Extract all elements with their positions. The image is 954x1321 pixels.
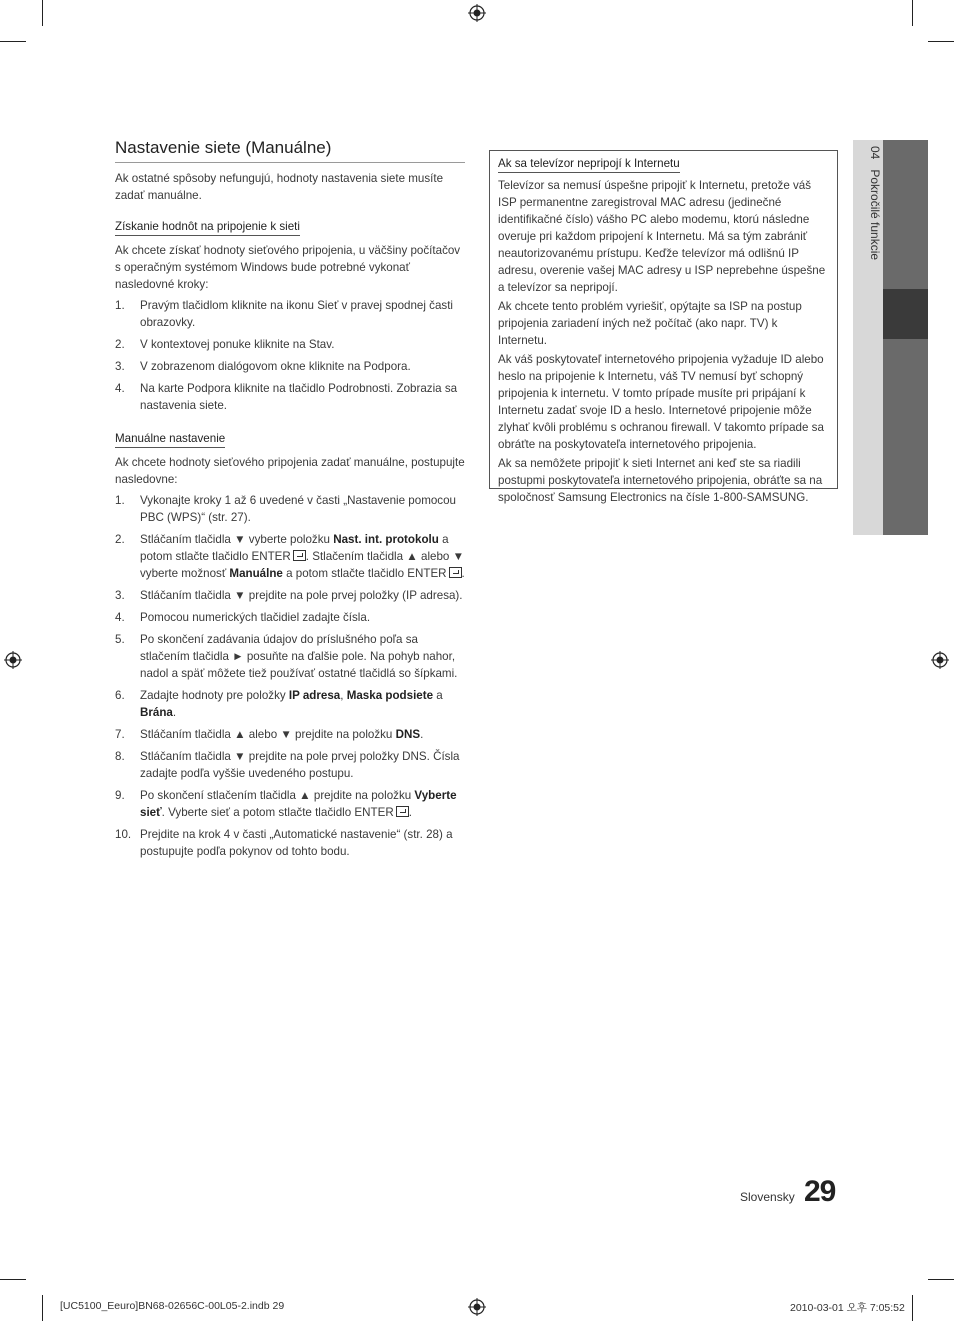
step-number: 6. (115, 689, 125, 702)
step-text: . (172, 706, 177, 719)
registration-mark-icon (468, 1298, 486, 1316)
menu-item-name: Vyberte sieť (140, 789, 457, 819)
list-item (115, 748, 465, 782)
enter-key-icon (449, 567, 462, 578)
crop-mark (928, 41, 954, 42)
registration-mark-icon (468, 4, 486, 22)
menu-item-name: IP adresa (288, 689, 341, 702)
step-text: V zobrazenom dialógovom okne kliknite na Podpora. (140, 360, 411, 373)
note-paragraph: Ak váš poskytovateľ internetového pripojenia vyžaduje ID alebo heslo na pripojenie k Internetu, váš TV nemusí byť schopný pripojenia k internetu. V tomto prípade musíte pri pripájaní k Internetu zadať svoje ID a heslo. Internetové pripojenie môže zlyhať kvôli problému s ochranou firewall. V takomto prípade sa obráťte na poskytovateľa internetového pripojenia. (498, 353, 824, 451)
step-text: Prejdite na krok 4 v časti „Automatické nastavenie“ (str. 28) a postupujte podľa pokynov od tohto bodu. (140, 828, 453, 858)
list-item (115, 358, 465, 375)
step-number: 4. (115, 611, 125, 624)
enter-key-icon (293, 550, 306, 561)
step-text: , (340, 689, 347, 702)
step-text: Po skončení zadávania údajov do príslušného poľa sa stlačením tlačidla ► posuňte na ďalšie pole. Na pohyb nahor, nadol a späť môžete tiež používať ostatné tlačidlá so šípkami. (140, 633, 458, 680)
step-number: 1. (115, 494, 125, 507)
step-text: Na karte Podpora kliknite na tlačidlo Podrobnosti. Zobrazia sa nastavenia siete. (140, 382, 458, 412)
step-text: a (433, 689, 443, 702)
step-text: V kontextovej ponuke kliknite na Stav. (140, 338, 335, 351)
list-item (115, 531, 465, 582)
note-box (489, 150, 838, 504)
step-text: a potom stlačte tlačidlo (282, 567, 408, 580)
list-item (115, 826, 465, 860)
enter-key-label: ENTER (407, 567, 447, 580)
intro-text: Ak ostatné spôsoby nefungujú, hodnoty nastavenia siete musíte zadať manuálne. (115, 172, 444, 202)
crop-mark (912, 0, 913, 26)
obtain-steps (115, 297, 465, 414)
obtain-text: Ak chcete získať hodnoty sieťového pripojenia, u väčšiny počítačov s operačným systémom Windows bude potrebné vykonať nasledovné kroky: (115, 244, 461, 291)
step-text: . (408, 806, 412, 819)
chapter-tab-label (868, 146, 882, 270)
step-text: Stláčaním tlačidla ▼ vyberte položku (140, 533, 334, 546)
step-text: . Vyberte sieť a potom stlačte tlačidlo (161, 806, 355, 819)
step-number: 7. (115, 728, 125, 741)
step-text: Zadajte hodnoty pre položky (140, 689, 289, 702)
enter-key-label: ENTER (251, 550, 291, 563)
print-slug-date: 2010-03-01 오후 7:05:52 (790, 1302, 905, 1314)
step-text: Pravým tlačidlom kliknite na ikonu Sieť v pravej spodnej časti obrazovky. (140, 299, 454, 329)
list-item (115, 336, 465, 353)
list-item (115, 380, 465, 414)
list-item (115, 631, 465, 682)
manual-heading: Manuálne nastavenie (115, 431, 225, 448)
step-number: 3. (115, 589, 125, 602)
note-paragraph: Televízor sa nemusí úspešne pripojiť k Internetu, pretože váš ISP permanentne zaregistroval MAC adresu (jedinečné identifikačné číslo) vášho PC alebo modemu, ktorú následne overuje pri každom pripojení k Internetu. Má sa tým zabrániť neautorizovanému prístupu. Keďže televízor má odlišnú IP adresu, overenie vašej MAC adresy u ISP neprebehne úspešne a televízor sa nepripojí. (498, 179, 826, 294)
step-text: Vykonajte kroky 1 až 6 uvedené v časti „Nastavenie pomocou PBC (WPS)“ (str. 27). (140, 494, 456, 524)
step-number: 2. (115, 533, 125, 546)
crop-mark (928, 1279, 954, 1280)
enter-key-label: ENTER (354, 806, 394, 819)
obtain-heading: Získanie hodnôt na pripojenie k sieti (115, 219, 300, 236)
enter-key-icon (396, 806, 409, 817)
list-item (115, 726, 465, 743)
step-number: 10. (115, 828, 132, 841)
step-number: 1. (115, 299, 125, 312)
note-paragraph: Ak chcete tento problém vyriešiť, opýtajte sa ISP na postup pripojenia zariadení iných než počítač (ako napr. TV) k Internetu. (498, 300, 802, 347)
crop-mark (0, 41, 26, 42)
step-text: . (461, 567, 465, 580)
list-item (115, 687, 465, 721)
step-text: Pomocou numerických tlačidiel zadajte čísla. (140, 611, 371, 624)
footer-language: Slovensky (740, 1190, 795, 1204)
registration-mark-icon (931, 651, 949, 669)
menu-item-name: Nast. int. protokolu (333, 533, 439, 546)
step-text: a potom stlačte tlačidlo (140, 533, 449, 563)
step-number: 3. (115, 360, 125, 373)
crop-mark (912, 1295, 913, 1321)
step-number: 5. (115, 633, 125, 646)
crop-mark (42, 0, 43, 26)
list-item (115, 787, 465, 821)
crop-mark (42, 1295, 43, 1321)
note-heading: Ak sa televízor nepripojí k Internetu (498, 156, 680, 173)
crop-mark (0, 1279, 26, 1280)
manual-text: Ak chcete hodnoty sieťového pripojenia zadať manuálne, postupujte nasledovne: (115, 456, 465, 486)
menu-item-name: DNS (395, 728, 421, 741)
step-number: 2. (115, 338, 125, 351)
list-item (115, 492, 465, 526)
step-text: Stláčaním tlačidla ▲ alebo ▼ prejdite na položku (140, 728, 396, 741)
chapter-title: Pokročilé funkcie (868, 169, 882, 261)
list-item (115, 609, 465, 626)
step-text: . (420, 728, 424, 741)
step-number: 4. (115, 382, 125, 395)
menu-item-name: Manuálne (229, 567, 283, 580)
print-slug-file: [UC5100_Eeuro]BN68-02656C-00L05-2.indb 29 (60, 1300, 285, 1312)
page-number: 29 (804, 1175, 836, 1208)
step-text: Stláčaním tlačidla ▼ prejdite na pole prvej položky (IP adresa). (140, 589, 463, 602)
section-title: Nastavenie siete (Manuálne) (115, 138, 465, 163)
manual-steps (115, 492, 465, 860)
step-text: Po skončení stlačením tlačidla ▲ prejdite na položku (140, 789, 415, 802)
step-number: 8. (115, 750, 125, 763)
step-text: Stláčaním tlačidla ▼ prejdite na pole prvej položky DNS. Čísla zadajte podľa vyššie uvedeného postupu. (140, 750, 460, 780)
registration-mark-icon (4, 651, 22, 669)
chapter-tab-marker (883, 289, 928, 339)
menu-item-name: Brána (140, 706, 173, 719)
main-column (115, 170, 465, 872)
step-number: 9. (115, 789, 125, 802)
list-item (115, 587, 465, 604)
list-item (115, 297, 465, 331)
chapter-number: 04 (868, 146, 882, 160)
note-paragraph: Ak sa nemôžete pripojiť k sieti Internet ani keď ste sa riadili postupmi poskytovateľa internetového pripojenia, obráťte sa na spoločnosť Samsung Electronics na čísle 1-800-SAMSUNG. (498, 457, 823, 504)
menu-item-name: Maska podsiete (346, 689, 434, 702)
step-text: . Stlačením tlačidla ▲ alebo ▼ vyberte možnosť (140, 550, 465, 580)
